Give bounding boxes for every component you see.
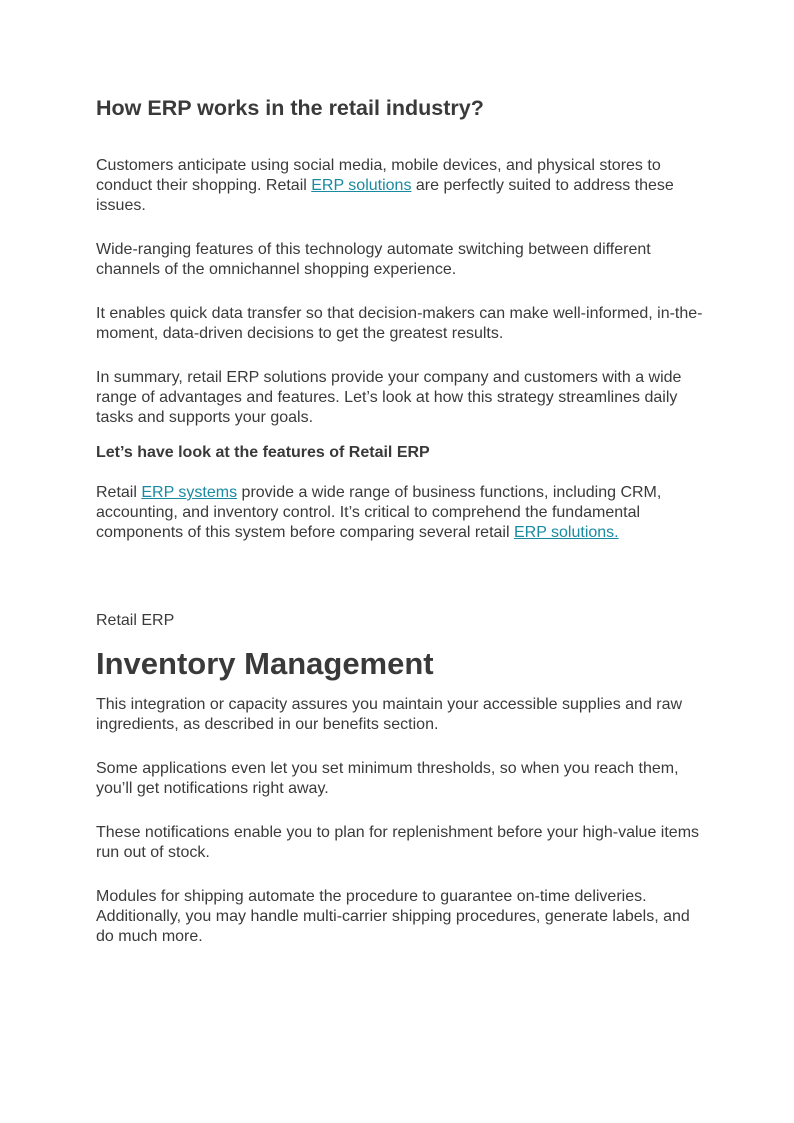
erp-systems-link[interactable]: ERP systems bbox=[141, 484, 238, 501]
heading-inventory-management: Inventory Management bbox=[96, 646, 434, 681]
document-body bbox=[96, 93, 706, 947]
paragraph-customers bbox=[96, 156, 706, 216]
erp-solutions-link[interactable]: ERP solutions bbox=[311, 177, 412, 194]
paragraph-inventory-1: This integration or capacity assures you maintain your accessible supplies and raw ingredients, as described in our benefits section. bbox=[96, 696, 683, 733]
paragraph-text: provide a wide range of business functions, including CRM, accounting, and inventory control. It’s critical to comprehend the fundamental components of this system before comparing several retail bbox=[96, 484, 662, 541]
erp-solutions-link-2[interactable]: ERP solutions. bbox=[513, 524, 619, 541]
section-heading-erp-retail: How ERP works in the retail industry? bbox=[96, 96, 484, 120]
image-caption: Retail ERP bbox=[96, 612, 175, 629]
paragraph-inventory-2: Some applications even let you set minimum thresholds, so when you reach them, you’ll get notifications right away. bbox=[96, 760, 679, 797]
paragraph-inventory-4: Modules for shipping automate the procedure to guarantee on-time deliveries. Additionally, you may handle multi-carrier shipping procedures, generate labels, and do much more. bbox=[96, 888, 690, 945]
paragraph-erp-systems bbox=[96, 483, 706, 543]
paragraph-summary: In summary, retail ERP solutions provide your company and customers with a wide range of advantages and features. Let’s look at how this strategy streamlines daily tasks and supports your goals. bbox=[96, 369, 682, 426]
paragraph-features: Wide-ranging features of this technology automate switching between different channels of the omnichannel shopping experience. bbox=[96, 241, 651, 278]
paragraph-text: Retail bbox=[96, 484, 142, 501]
paragraph-text: Customers anticipate using social media, mobile devices, and physical stores to conduct their shopping. Retail bbox=[96, 157, 661, 194]
subheading-features: Let’s have look at the features of Retail ERP bbox=[96, 444, 430, 461]
paragraph-data-transfer: It enables quick data transfer so that decision-makers can make well-informed, in-the-moment, data-driven decisions to get the greatest results. bbox=[96, 305, 703, 342]
paragraph-text: are perfectly suited to address these issues. bbox=[96, 177, 674, 214]
paragraph-inventory-3: These notifications enable you to plan for replenishment before your high-value items run out of stock. bbox=[96, 824, 700, 861]
